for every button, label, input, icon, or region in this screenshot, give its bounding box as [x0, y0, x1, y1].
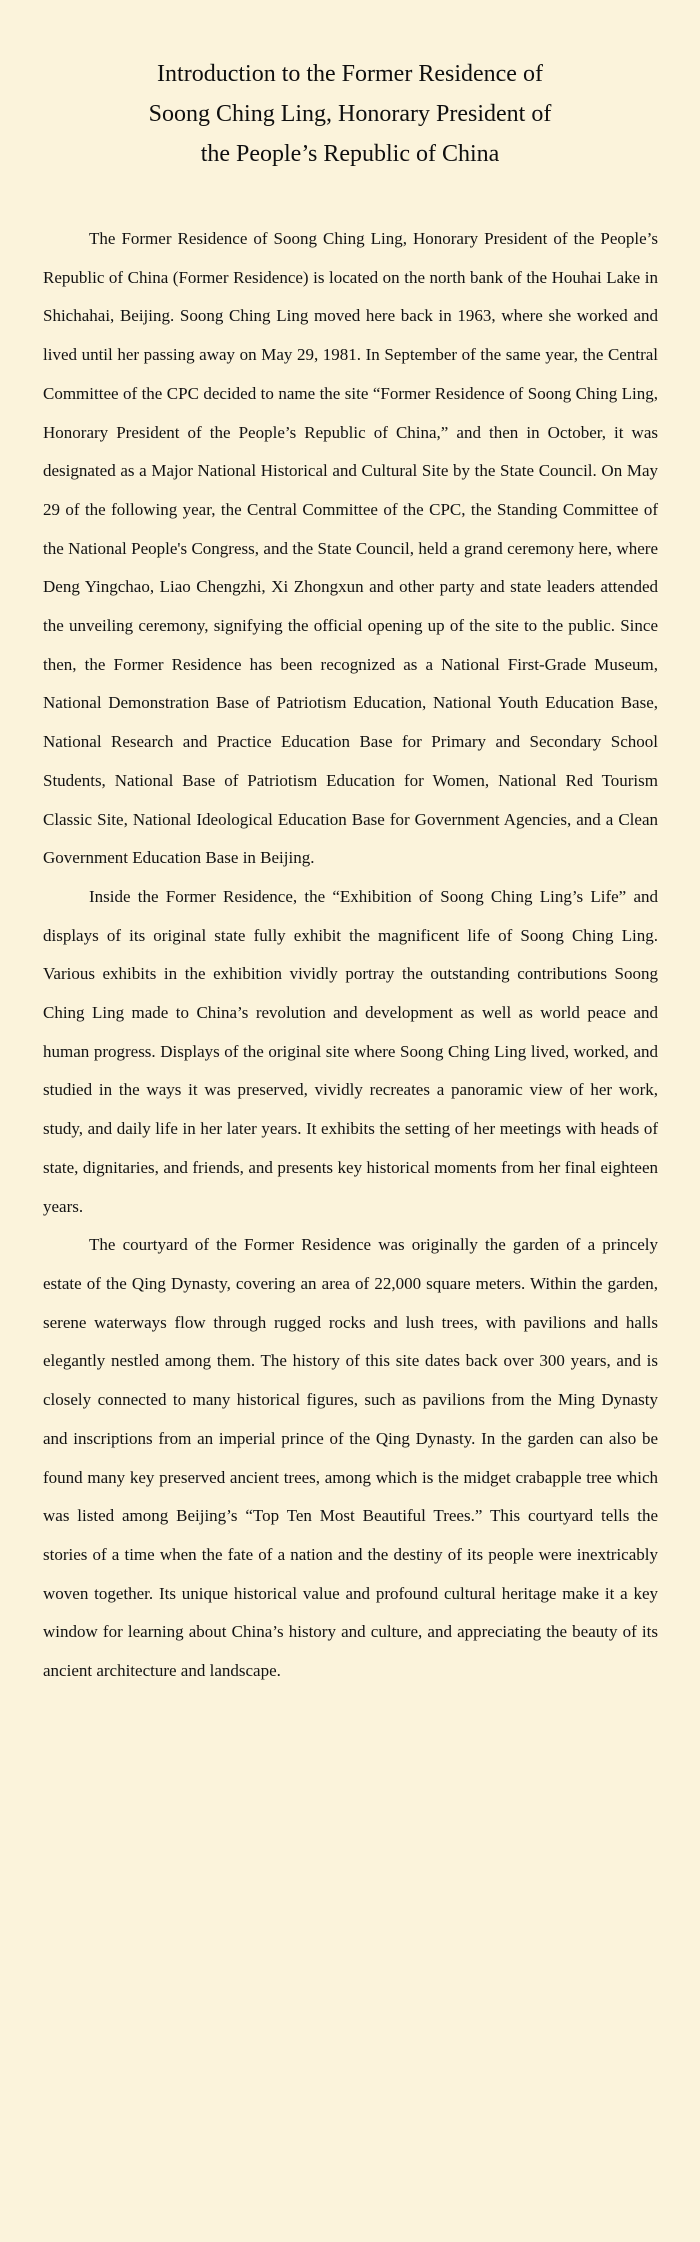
- page-title-line-1: Introduction to the Former Residence of: [157, 61, 543, 87]
- paragraph-overview: The Former Residence of Soong Ching Ling, Honorary President of the People’s Republic of China (Former Residence) is located on the north bank of the Houhai Lake in Shichahai, Beijing. Soong Ching Ling moved here back in 1963, where she worked and lived until her passing away on May 29, 1981. In September of the same year, the Central Committee of the CPC decided to name the site “Former Residence of Soong Ching Ling, Honorary President of the People’s Republic of China,” and then in October, it was designated as a Major National Historical and Cultural Site by the State Council. On May 29 of the following year, the Central Committee of the CPC, the Standing Committee of the National People's Congress, and the State Council, held a grand ceremony here, where Deng Yingchao, Liao Chengzhi, Xi Zhongxun and other party and state leaders attended the unveiling ceremony, signifying the official opening up of the site to the public. Since then, the Former Residence has been recognized as a National First-Grade Museum, National Demonstration Base of Patriotism Education, National Youth Education Base, National Research and Practice Education Base for Primary and Secondary School Students, National Base of Patriotism Education for Women, National Red Tourism Classic Site, National Ideological Education Base for Government Agencies, and a Clean Government Education Base in Beijing.: [43, 229, 658, 868]
- paragraph-exhibition: Inside the Former Residence, the “Exhibition of Soong Ching Ling’s Life” and displays of its original state fully exhibit the magnificent life of Soong Ching Ling. Various exhibits in the exhibition vividly portray the outstanding contributions Soong Ching Ling made to China’s revolution and development as well as world peace and human progress. Displays of the original site where Soong Ching Ling lived, worked, and studied in the ways it was preserved, vividly recreates a panoramic view of her work, study, and daily life in her later years. It exhibits the setting of her meetings with heads of state, dignitaries, and friends, and presents key historical moments from her final eighteen years.: [43, 886, 658, 1216]
- document-body: [0, 220, 700, 1691]
- paragraph-courtyard: The courtyard of the Former Residence was originally the garden of a princely estate of the Qing Dynasty, covering an area of 22,000 square meters. Within the garden, serene waterways flow through rugged rocks and lush trees, with pavilions and halls elegantly nestled among them. The history of this site dates back over 300 years, and is closely connected to many historical figures, such as pavilions from the Ming Dynasty and inscriptions from an imperial prince of the Qing Dynasty. In the garden can also be found many key preserved ancient trees, among which is the midget crabapple tree which was listed among Beijing’s “Top Ten Most Beautiful Trees.” This courtyard tells the stories of a time when the fate of a nation and the destiny of its people were inextricably woven together. Its unique historical value and profound cultural heritage make it a key window for learning about China’s history and culture, and appreciating the beauty of its ancient architecture and landscape.: [43, 1235, 658, 1681]
- page-title-line-2: Soong Ching Ling, Honorary President of: [148, 101, 552, 127]
- page-title-line-3: the People’s Republic of China: [200, 141, 500, 167]
- page-title: [0, 0, 700, 174]
